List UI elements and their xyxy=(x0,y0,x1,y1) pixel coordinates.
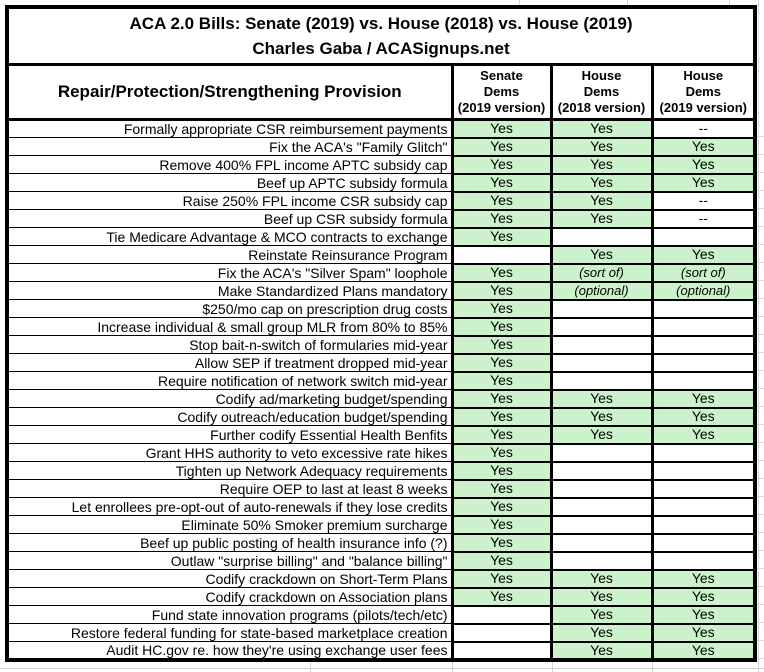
table-row xyxy=(7,138,755,156)
provision-cell: $250/mo cap on prescription drug costs xyxy=(7,300,452,318)
vote-cell xyxy=(551,228,652,246)
provision-cell: Remove 400% FPL income APTC subsidy cap xyxy=(7,156,452,174)
vote-cell xyxy=(551,354,652,372)
column-header-chamber: House xyxy=(683,68,724,83)
vote-cell: Yes xyxy=(551,606,652,624)
vote-cell: Yes xyxy=(652,156,755,174)
vote-cell xyxy=(652,498,755,516)
vote-cell: Yes xyxy=(551,192,652,210)
page-subtitle: Charles Gaba / ACASignups.net xyxy=(252,39,510,58)
vote-cell: (optional) xyxy=(551,282,652,300)
vote-cell xyxy=(652,462,755,480)
gridline xyxy=(310,662,311,672)
column-header-version: (2018 version) xyxy=(557,100,646,115)
vote-cell xyxy=(652,354,755,372)
vote-cell xyxy=(551,318,652,336)
table-row xyxy=(7,192,755,210)
vote-cell: Yes xyxy=(452,300,551,318)
provision-cell: Restore federal funding for state-based marketplace creation xyxy=(7,624,452,642)
page-title: ACA 2.0 Bills: Senate (2019) vs. House (2018) vs. House (2019) xyxy=(129,14,633,33)
column-header-house-2019 xyxy=(652,65,755,120)
column-header-party: Dems xyxy=(583,84,620,99)
vote-cell: (sort of) xyxy=(551,264,652,282)
provision-cell: Codify ad/marketing budget/spending xyxy=(7,390,452,408)
vote-cell: Yes xyxy=(652,426,755,444)
vote-cell: Yes xyxy=(452,498,551,516)
vote-cell: -- xyxy=(652,192,755,210)
vote-cell xyxy=(652,516,755,534)
vote-cell: Yes xyxy=(452,120,551,138)
vote-cell xyxy=(551,534,652,552)
provision-cell: Outlaw "surprise billing" and "balance billing" xyxy=(7,552,452,570)
column-header-row xyxy=(7,65,755,120)
vote-cell xyxy=(452,642,551,661)
vote-cell: Yes xyxy=(452,570,551,588)
vote-cell: Yes xyxy=(452,210,551,228)
vote-cell: Yes xyxy=(652,588,755,606)
table-row xyxy=(7,426,755,444)
provision-cell: Beef up public posting of health insurance info (?) xyxy=(7,534,452,552)
provision-cell: Make Standardized Plans mandatory xyxy=(7,282,452,300)
vote-cell: Yes xyxy=(551,138,652,156)
table-row xyxy=(7,390,755,408)
vote-cell: Yes xyxy=(452,228,551,246)
provision-cell: Grant HHS authority to veto excessive rate hikes xyxy=(7,444,452,462)
vote-cell xyxy=(652,228,755,246)
vote-cell: Yes xyxy=(652,570,755,588)
vote-cell xyxy=(551,462,652,480)
provision-cell: Fix the ACA's "Silver Spam" loophole xyxy=(7,264,452,282)
provision-cell: Codify outreach/education budget/spending xyxy=(7,408,452,426)
provisions-tbody xyxy=(7,120,755,661)
vote-cell: Yes xyxy=(551,390,652,408)
vote-cell xyxy=(652,444,755,462)
column-header-senate-2019 xyxy=(452,65,551,120)
column-header-version: (2019 version) xyxy=(457,100,546,115)
vote-cell xyxy=(551,372,652,390)
vote-cell: Yes xyxy=(551,210,652,228)
provision-cell: Further codify Essential Health Benfits xyxy=(7,426,452,444)
provision-cell: Allow SEP if treatment dropped mid-year xyxy=(7,354,452,372)
gridline xyxy=(452,662,453,672)
vote-cell: Yes xyxy=(652,624,755,642)
provision-cell: Codify crackdown on Association plans xyxy=(7,588,452,606)
table-row xyxy=(7,606,755,624)
vote-cell xyxy=(551,480,652,498)
vote-cell: Yes xyxy=(551,156,652,174)
vote-cell: Yes xyxy=(452,282,551,300)
table-row xyxy=(7,300,755,318)
provision-cell: Codify crackdown on Short-Term Plans xyxy=(7,570,452,588)
provision-cell: Fund state innovation programs (pilots/tech/etc) xyxy=(7,606,452,624)
vote-cell xyxy=(551,498,652,516)
gridline xyxy=(652,662,653,672)
vote-cell: Yes xyxy=(452,588,551,606)
vote-cell xyxy=(551,552,652,570)
table-row xyxy=(7,174,755,192)
vote-cell xyxy=(452,606,551,624)
column-header-party: Dems xyxy=(685,84,721,99)
table-row xyxy=(7,498,755,516)
vote-cell xyxy=(551,444,652,462)
vote-cell: Yes xyxy=(551,408,652,426)
table-row xyxy=(7,534,755,552)
vote-cell xyxy=(652,318,755,336)
table-row xyxy=(7,156,755,174)
provision-cell: Beef up CSR subsidy formula xyxy=(7,210,452,228)
vote-cell: Yes xyxy=(551,120,652,138)
provision-cell: Raise 250% FPL income CSR subsidy cap xyxy=(7,192,452,210)
vote-cell: Yes xyxy=(652,606,755,624)
vote-cell xyxy=(652,336,755,354)
vote-cell xyxy=(652,300,755,318)
vote-cell xyxy=(551,336,652,354)
provision-cell: Reinstate Reinsurance Program xyxy=(7,246,452,264)
vote-cell: Yes xyxy=(452,480,551,498)
provision-cell: Fix the ACA's "Family Glitch" xyxy=(7,138,452,156)
vote-cell xyxy=(452,624,551,642)
table-row xyxy=(7,228,755,246)
vote-cell: Yes xyxy=(551,624,652,642)
vote-cell: -- xyxy=(652,210,755,228)
provision-cell: Stop bait-n-switch of formularies mid-year xyxy=(7,336,452,354)
column-header-chamber: House xyxy=(581,68,622,83)
table-row xyxy=(7,120,755,138)
comparison-table xyxy=(5,5,757,662)
provision-cell: Require OEP to last at least 8 weeks xyxy=(7,480,452,498)
table-row xyxy=(7,642,755,661)
vote-cell xyxy=(551,516,652,534)
vote-cell: Yes xyxy=(551,246,652,264)
vote-cell: Yes xyxy=(452,426,551,444)
table-row xyxy=(7,354,755,372)
vote-cell: Yes xyxy=(652,174,755,192)
table-row xyxy=(7,246,755,264)
vote-cell: Yes xyxy=(452,354,551,372)
table-row xyxy=(7,588,755,606)
gridline xyxy=(552,662,553,672)
vote-cell: Yes xyxy=(652,138,755,156)
table-row xyxy=(7,570,755,588)
vote-cell: Yes xyxy=(452,156,551,174)
vote-cell: Yes xyxy=(652,408,755,426)
table-row xyxy=(7,372,755,390)
provision-cell: Eliminate 50% Smoker premium surcharge xyxy=(7,516,452,534)
vote-cell: Yes xyxy=(551,642,652,661)
vote-cell xyxy=(652,552,755,570)
provision-cell: Require notification of network switch mid-year xyxy=(7,372,452,390)
table-row xyxy=(7,408,755,426)
table-row xyxy=(7,444,755,462)
vote-cell: Yes xyxy=(452,264,551,282)
vote-cell: Yes xyxy=(551,174,652,192)
table-row xyxy=(7,318,755,336)
vote-cell: (optional) xyxy=(652,282,755,300)
provision-cell: Increase individual & small group MLR from 80% to 85% xyxy=(7,318,452,336)
table-row xyxy=(7,462,755,480)
provision-column-header: Repair/Protection/Strengthening Provision xyxy=(7,65,452,120)
vote-cell: Yes xyxy=(551,426,652,444)
vote-cell: Yes xyxy=(452,336,551,354)
vote-cell xyxy=(652,480,755,498)
vote-cell xyxy=(652,534,755,552)
vote-cell: Yes xyxy=(551,588,652,606)
table-row xyxy=(7,282,755,300)
vote-cell: Yes xyxy=(452,462,551,480)
vote-cell: Yes xyxy=(652,390,755,408)
vote-cell: Yes xyxy=(452,192,551,210)
vote-cell: (sort of) xyxy=(652,264,755,282)
column-header-house-2018 xyxy=(551,65,652,120)
vote-cell: Yes xyxy=(452,408,551,426)
vote-cell: Yes xyxy=(452,318,551,336)
vote-cell: Yes xyxy=(652,246,755,264)
table-row xyxy=(7,264,755,282)
table-row xyxy=(7,516,755,534)
vote-cell: Yes xyxy=(452,390,551,408)
provision-cell: Beef up APTC subsidy formula xyxy=(7,174,452,192)
vote-cell: Yes xyxy=(452,516,551,534)
table-row xyxy=(7,480,755,498)
gridline xyxy=(0,668,764,669)
vote-cell: Yes xyxy=(452,534,551,552)
provision-cell: Audit HC.gov re. how they're using exchange user fees xyxy=(7,642,452,661)
vote-cell: Yes xyxy=(652,642,755,661)
provision-cell: Formally appropriate CSR reimbursement payments xyxy=(7,120,452,138)
provision-cell: Let enrollees pre-opt-out of auto-renewals if they lose credits xyxy=(7,498,452,516)
provision-cell: Tie Medicare Advantage & MCO contracts to exchange xyxy=(7,228,452,246)
vote-cell: Yes xyxy=(452,552,551,570)
vote-cell xyxy=(551,300,652,318)
table-row xyxy=(7,552,755,570)
vote-cell: -- xyxy=(652,120,755,138)
table-row xyxy=(7,336,755,354)
table-row xyxy=(7,210,755,228)
vote-cell: Yes xyxy=(452,372,551,390)
column-header-version: (2019 version) xyxy=(659,100,747,115)
column-header-party: Dems xyxy=(483,84,520,99)
table-title-cell xyxy=(7,7,755,65)
vote-cell: Yes xyxy=(551,570,652,588)
provision-cell: Tighten up Network Adequacy requirements xyxy=(7,462,452,480)
table-row xyxy=(7,624,755,642)
vote-cell xyxy=(652,372,755,390)
column-header-chamber: Senate xyxy=(480,68,523,83)
title-row xyxy=(7,7,755,65)
vote-cell: Yes xyxy=(452,444,551,462)
vote-cell xyxy=(452,246,551,264)
vote-cell: Yes xyxy=(452,174,551,192)
vote-cell: Yes xyxy=(452,138,551,156)
